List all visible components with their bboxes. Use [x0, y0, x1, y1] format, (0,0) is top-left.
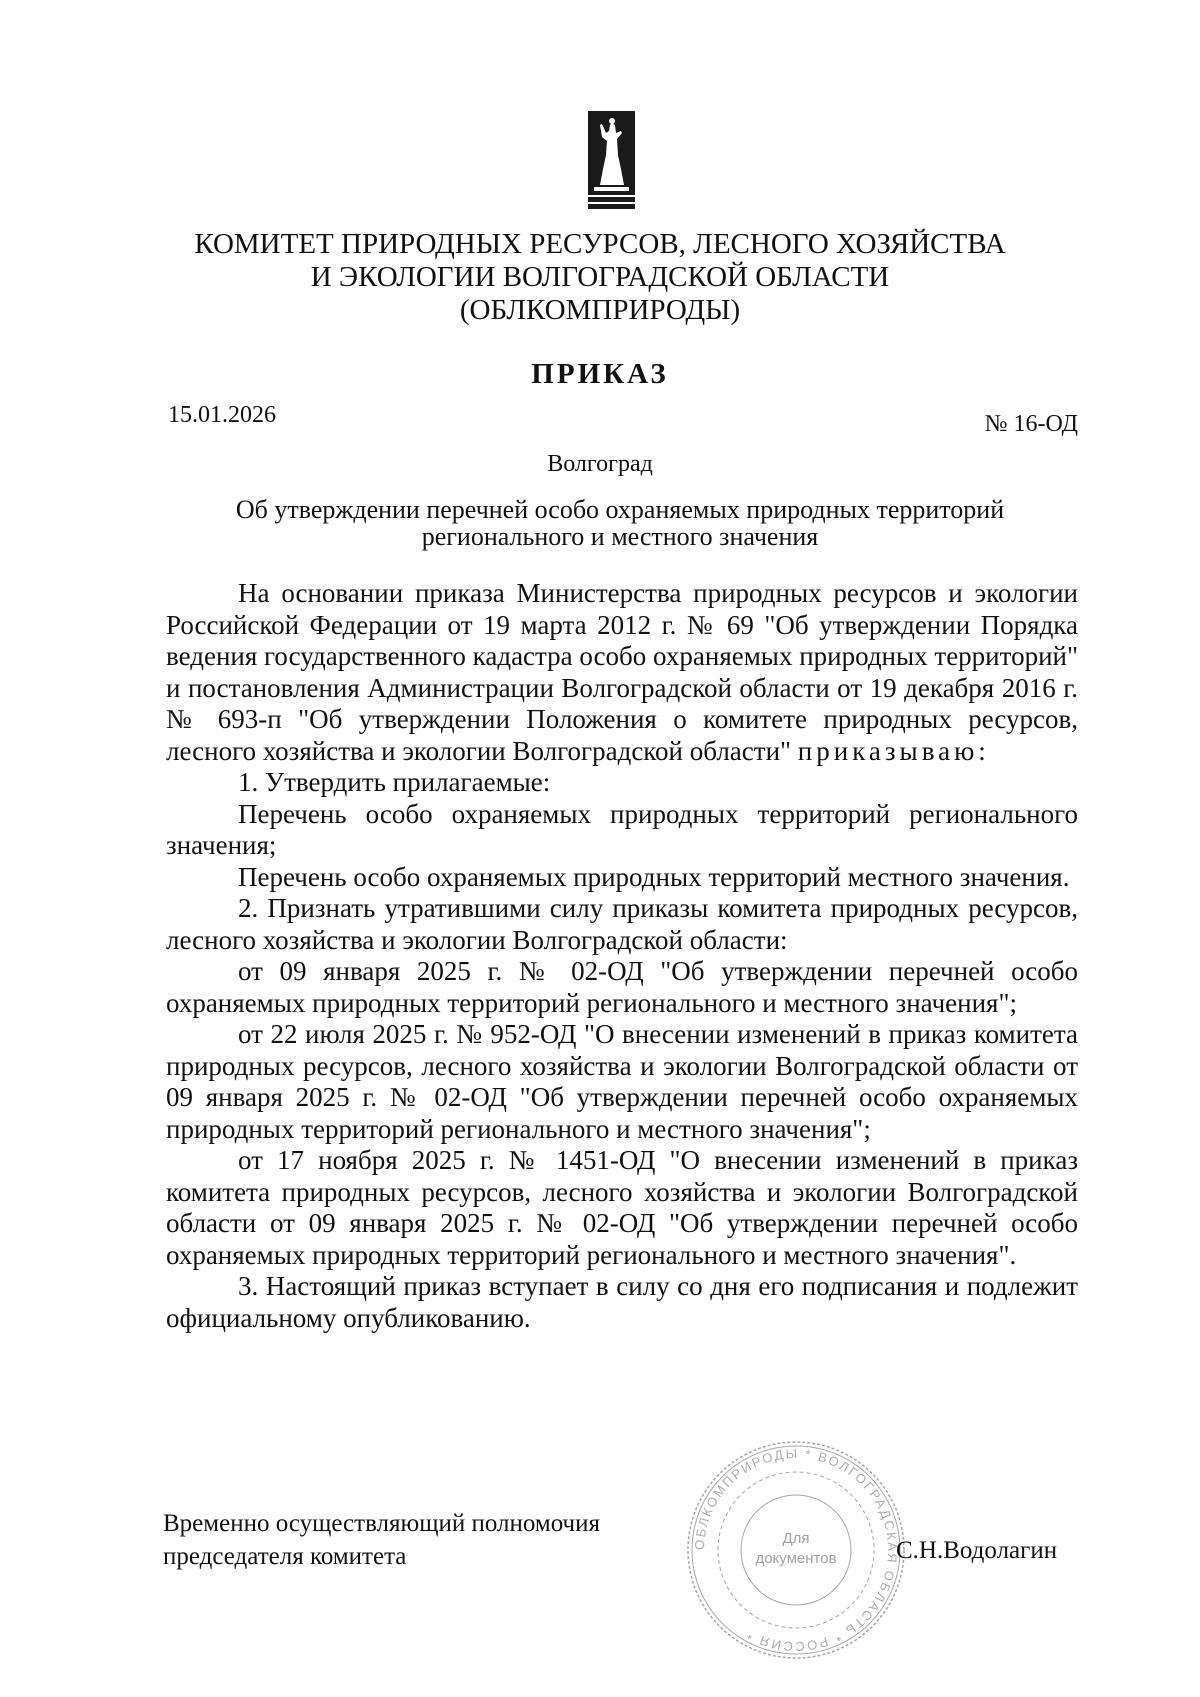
- list-item-2b: от 22 июля 2025 г. № 952-ОД "О внесении изменений в приказ комитета природных ресурсов, лесного хозяйства и экологии Волгоградской области от 09 января 2025 г. № 02-ОД "Об утверждении перечней особо охраняемых природных территорий регионального и местного значения";: [166, 1019, 1078, 1144]
- item-1: 1. Утвердить прилагаемые:: [238, 767, 551, 797]
- list-item-1b: Перечень особо охраняемых природных территорий местного значения.: [238, 861, 1070, 892]
- signatory-name: С.Н.Водолагин: [896, 1537, 1058, 1564]
- stamp-center-text-2: документов: [755, 1550, 837, 1567]
- position-line-1: Временно осуществляющий полномочия: [163, 1510, 601, 1537]
- document-number: № 16-ОД: [984, 411, 1078, 437]
- signatory-position: [163, 1507, 600, 1573]
- document-date: 15.01.2026: [168, 402, 276, 428]
- list-item-2c: от 17 ноября 2025 г. № 1451-ОД "О внесении изменений в приказ комитета природных ресурсов, лесного хозяйства и экологии Волгоградской области от 09 января 2025 г. № 02-ОД "Об утверждении перечней особо охраняемых природных территорий регионального и местного значения".: [166, 1145, 1078, 1270]
- stamp-ring-text: ОБЛКОМПРИРОДЫ * ВОЛГОГРАДСКАЯ ОБЛАСТЬ * РОССИЯ *: [691, 1445, 901, 1655]
- preamble-paragraph: [166, 578, 1078, 767]
- document-body: [166, 578, 1078, 1334]
- org-line-3: (ОБЛКОМПРИРОДЫ): [459, 294, 741, 326]
- subject-line-1: Об утверждении перечней особо охраняемых природных территорий: [235, 495, 1005, 524]
- list-item-2a: от 09 января 2025 г. № 02-ОД "Об утверждении перечней особо охраняемых природных территорий регионального и местного значения";: [166, 956, 1078, 1018]
- organization-name: [160, 228, 1040, 327]
- official-stamp: [683, 1437, 909, 1663]
- document-city: Волгоград: [547, 451, 653, 477]
- org-line-2: И ЭКОЛОГИИ ВОЛГОГРАДСКОЙ ОБЛАСТИ: [310, 261, 890, 293]
- item-3: 3. Настоящий приказ вступает в силу со дня его подписания и подлежит официальному опубликованию.: [166, 1271, 1078, 1333]
- subject-line-2: регионального и местного значения: [421, 522, 819, 551]
- document-subject: [200, 496, 1040, 550]
- preamble-text: На основании приказа Министерства природных ресурсов и экологии Российской Федерации от 19 марта 2012 г. № 69 "Об утверждении Порядка ведения государственного кадастра особо охраняемых природных территорий" и постановления Администрации Волгоградской области от 19 декабря 2016 г. № 693-п "Об утверждении Положения о комитете природных ресурсов, лесного хозяйства и экологии Волгоградской области": [166, 578, 1078, 766]
- order-word: приказываю:: [797, 735, 990, 766]
- document-type-title: ПРИКАЗ: [531, 358, 669, 390]
- coat-of-arms-emblem: [588, 111, 635, 210]
- position-line-2: председателя комитета: [163, 1543, 407, 1570]
- org-line-1: КОМИТЕТ ПРИРОДНЫХ РЕСУРСОВ, ЛЕСНОГО ХОЗЯЙСТВА: [194, 228, 1006, 260]
- list-item-1a: Перечень особо охраняемых природных территорий регионального значения;: [166, 798, 1078, 860]
- stamp-center-text-1: Для: [782, 1530, 810, 1547]
- item-2: 2. Признать утратившими силу приказы комитета природных ресурсов, лесного хозяйства и экологии Волгоградской области:: [166, 893, 1078, 955]
